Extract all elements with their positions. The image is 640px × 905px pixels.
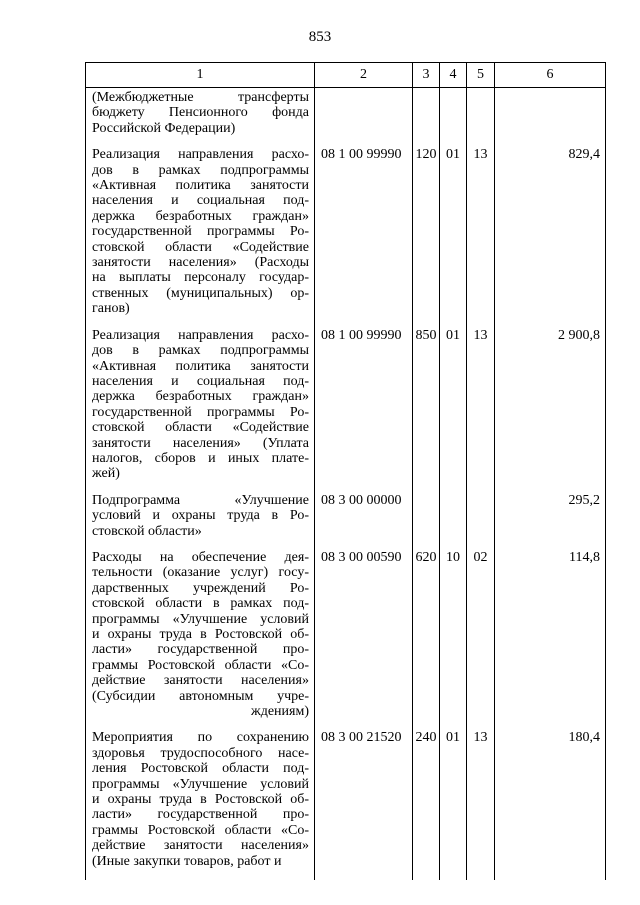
row-code-cell: 08 3 00 00590: [315, 550, 413, 730]
row-pr-cell: [467, 493, 495, 550]
row-name-line: Реализация направления расхо-: [92, 327, 309, 343]
row-amount-cell: [495, 88, 606, 148]
row-name-cell: [86, 730, 315, 880]
row-name-line: действие занятости населения»: [92, 673, 309, 689]
table-header-row: [86, 63, 606, 88]
row-name-line: населения и социальная под-: [92, 193, 309, 209]
row-code-cell: 08 3 00 00000: [315, 493, 413, 550]
row-name-line: «Активная политика занятости: [92, 358, 309, 374]
row-name-line: держка безработных граждан»: [92, 208, 309, 224]
table-row: [86, 88, 606, 148]
row-name-cell: [86, 493, 315, 550]
row-pr-cell: 02: [467, 550, 495, 730]
column-header-vr: 3: [413, 63, 440, 88]
row-name-line: Российской Федерации): [92, 120, 236, 136]
row-name-line: занятости населения» (Уплата: [92, 435, 309, 451]
row-name-line: (Иные закупки товаров, работ и: [92, 853, 282, 869]
row-amount-cell: 180,4: [495, 730, 606, 880]
row-code-cell: [315, 88, 413, 148]
row-pr-cell: [467, 88, 495, 148]
row-name-line: государственной программы Ро-: [92, 224, 309, 240]
table-row: [86, 493, 606, 550]
row-name-line: занятости населения» (Расходы: [92, 255, 309, 271]
row-rz-cell: [440, 493, 467, 550]
column-header-code: 2: [315, 63, 413, 88]
row-pr-cell: 13: [467, 328, 495, 493]
row-name-line: населения и социальная под-: [92, 373, 309, 389]
row-vr-cell: 620: [413, 550, 440, 730]
row-name-line: Мероприятия по сохранению: [92, 730, 309, 746]
row-rz-cell: 01: [440, 328, 467, 493]
row-name-line: государственной программы Ро-: [92, 404, 309, 420]
row-name-line: дов в рамках подпрограммы: [92, 162, 309, 178]
row-vr-cell: 120: [413, 147, 440, 327]
row-name-line: граммы Ростовской области «Со-: [92, 657, 309, 673]
row-name-line: действие занятости населения»: [92, 838, 309, 854]
row-name-line: стовской области в рамках под-: [92, 596, 309, 612]
table-row: [86, 730, 606, 880]
row-amount-cell: 829,4: [495, 147, 606, 327]
row-name-line: стовской области «Содействие: [92, 239, 309, 255]
column-header-pr: 5: [467, 63, 495, 88]
row-code-cell: 08 1 00 99990: [315, 328, 413, 493]
row-pr-cell: 13: [467, 147, 495, 327]
row-name-line: Реализация направления расхо-: [92, 147, 309, 163]
row-name-line: (Межбюджетные трансферты: [92, 90, 309, 105]
row-name-line: Подпрограмма «Улучшение: [92, 492, 309, 508]
row-vr-cell: [413, 88, 440, 148]
row-amount-cell: 295,2: [495, 493, 606, 550]
row-name-line: условий и охраны труда в Ро-: [92, 508, 309, 524]
row-name-line: держка безработных граждан»: [92, 389, 309, 405]
table-body: [86, 88, 606, 881]
row-rz-cell: [440, 88, 467, 148]
row-name-line: тельности (оказание услуг) госу-: [92, 565, 309, 581]
row-code-cell: 08 1 00 99990: [315, 147, 413, 327]
column-header-name: 1: [86, 63, 315, 88]
row-name-line: на выплаты персоналу государ-: [92, 270, 309, 286]
row-name-line: дов в рамках подпрограммы: [92, 343, 309, 359]
row-name-cell: [86, 328, 315, 493]
row-name-line: Расходы на обеспечение дея-: [92, 549, 309, 565]
table-row: [86, 550, 606, 730]
row-name-line: и охраны труда в Ростовской об-: [92, 627, 309, 642]
row-name-line: жей): [92, 466, 120, 482]
row-rz-cell: 01: [440, 730, 467, 880]
row-name-line: ганов): [92, 301, 130, 317]
row-name-line: и охраны труда в Ростовской об-: [92, 792, 309, 808]
row-name-line: (Субсидии автономным учре-: [92, 688, 309, 704]
row-name-line: здоровья трудоспособного насе-: [92, 745, 309, 761]
row-code-cell: 08 3 00 21520: [315, 730, 413, 880]
row-rz-cell: 10: [440, 550, 467, 730]
row-name-cell: [86, 550, 315, 730]
column-header-amount: 6: [495, 63, 606, 88]
row-vr-cell: 850: [413, 328, 440, 493]
row-rz-cell: 01: [440, 147, 467, 327]
row-pr-cell: 13: [467, 730, 495, 880]
row-name-cell: [86, 88, 315, 148]
row-vr-cell: [413, 493, 440, 550]
row-name-cell: [86, 147, 315, 327]
column-header-rz: 4: [440, 63, 467, 88]
table-row: [86, 328, 606, 493]
row-name-line: «Активная политика занятости: [92, 178, 309, 194]
row-vr-cell: 240: [413, 730, 440, 880]
row-name-line: граммы Ростовской области «Со-: [92, 822, 309, 838]
row-amount-cell: 114,8: [495, 550, 606, 730]
table-row: [86, 147, 606, 327]
row-name-line: налогов, сборов и иных плате-: [92, 450, 309, 466]
row-name-line: бюджету Пенсионного фонда: [92, 105, 309, 121]
page-number: 853: [308, 29, 332, 45]
row-name-line: ждениям): [251, 704, 309, 720]
row-amount-cell: 2 900,8: [495, 328, 606, 493]
row-name-line: ления Ростовской области под-: [92, 761, 309, 777]
row-name-line: ласти» государственной про-: [92, 807, 309, 823]
budget-table: [85, 62, 606, 880]
row-name-line: ласти» государственной про-: [92, 642, 309, 658]
row-name-line: ственных (муниципальных) ор-: [92, 285, 309, 301]
row-name-line: дарственных учреждений Ро-: [92, 580, 309, 596]
row-name-line: стовской области»: [92, 523, 202, 539]
row-name-line: программы «Улучшение условий: [92, 776, 309, 792]
row-name-line: стовской области «Содействие: [92, 420, 309, 436]
row-name-line: программы «Улучшение условий: [92, 611, 309, 627]
